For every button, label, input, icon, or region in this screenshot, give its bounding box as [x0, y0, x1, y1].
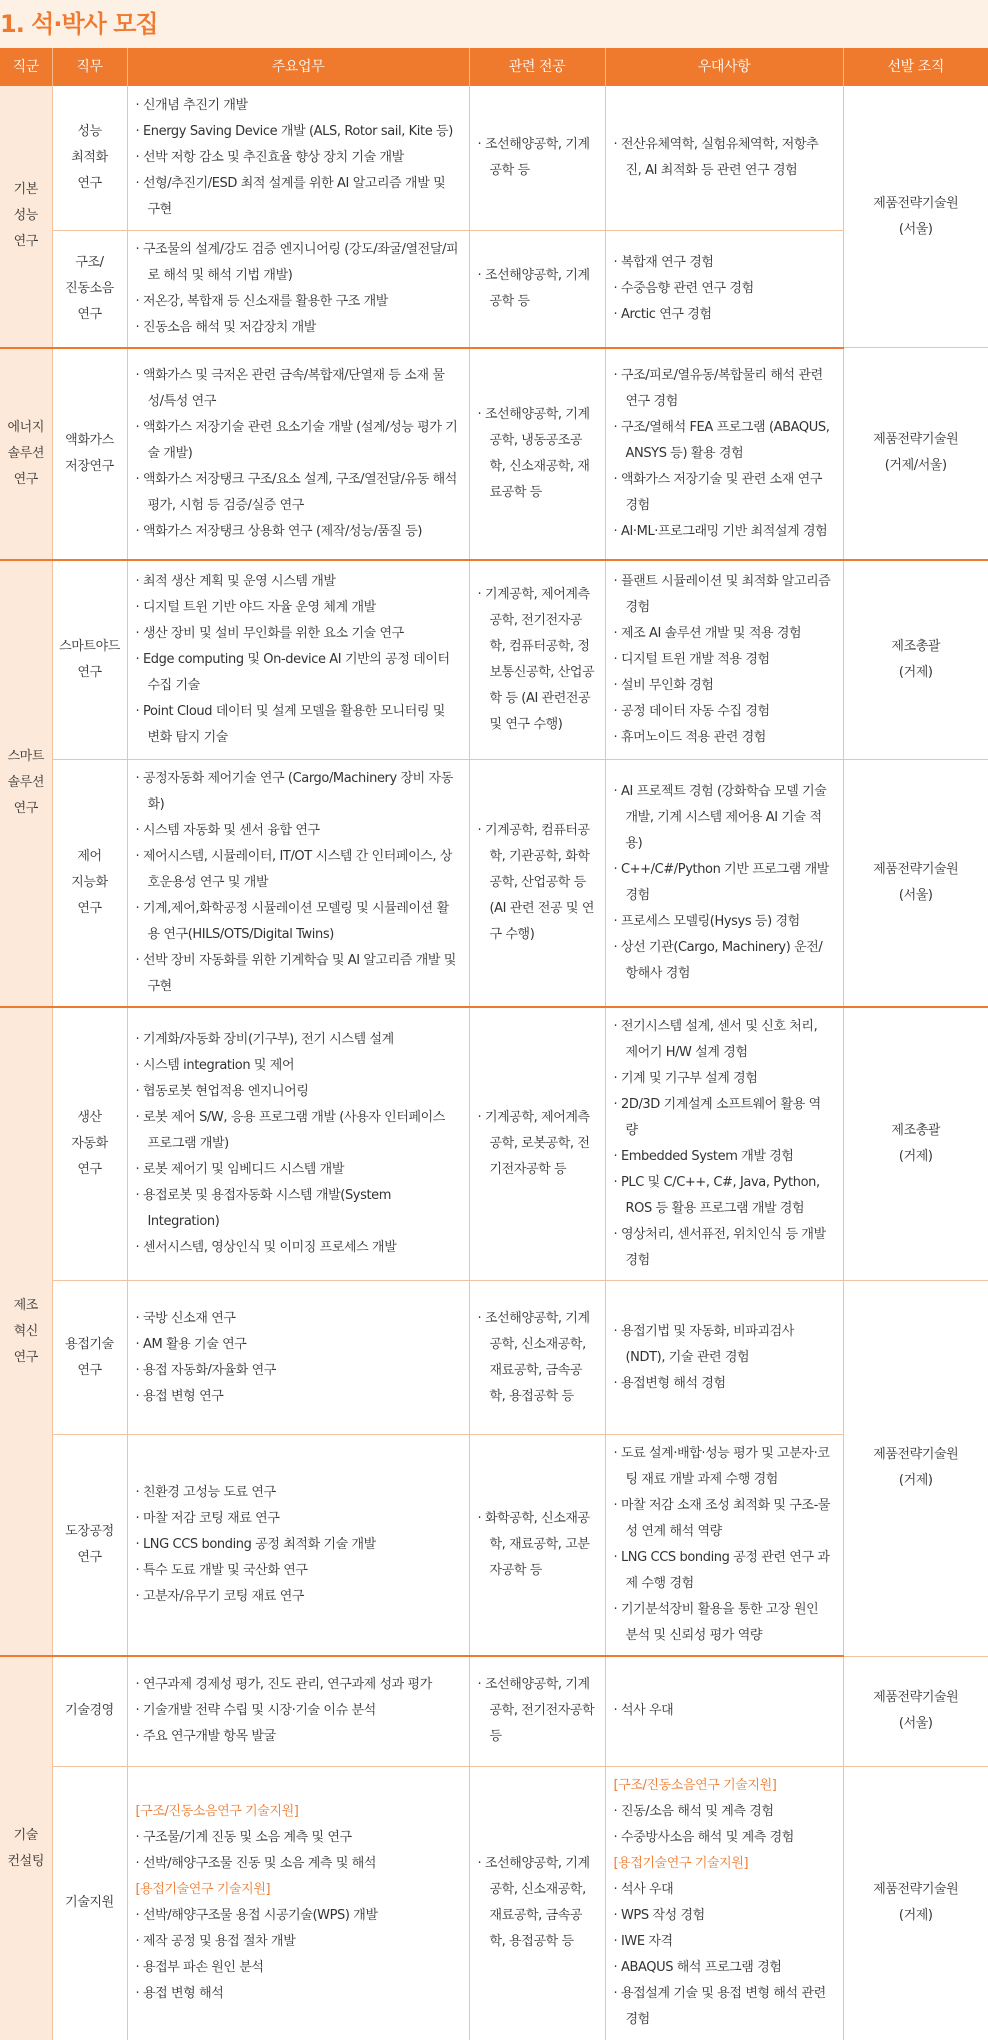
prefs-cell: · 전기시스템 설계, 센서 및 신호 처리, 제어기 H/W 설계 경험 · 기계 및 기구부 설계 경험 · 2D/3D 기계설계 소프트웨어 활용 역량 · Embedded System 개발 경험 · PLC 및 C/C++, C#, Java, Python, ROS 등 활용 프로그램 개발 경험 · 영상처리, 센서퓨전, 위치인식 등 개발 경험 — [605, 1007, 843, 1281]
org-cell: 제품전략기술원 (거제) — [843, 1766, 988, 2040]
table-row — [0, 348, 988, 560]
tasks-cell: · 구조물의 설계/강도 검증 엔지니어링 (강도/좌굴/열전달/피로 해석 및 해석 기법 개발) · 저온강, 복합재 등 신소재를 활용한 구조 개발 · 진동소음 해석 및 저감장치 개발 — [127, 230, 469, 348]
tasks-cell: · 연구과제 경제성 평가, 진도 관리, 연구과제 성과 평가 · 기술개발 전략 수립 및 시장·기술 이슈 분석 · 주요 연구개발 항목 발굴 — [127, 1656, 469, 1766]
org-cell: 제품전략기술원 (서울) — [843, 86, 988, 348]
prefs-cell: · 석사 우대 — [605, 1656, 843, 1766]
job-cell: 성능 최적화 연구 — [52, 86, 127, 230]
table-row — [0, 1656, 988, 1766]
table-row — [0, 560, 988, 760]
prefs-cell: · 도료 설계·배합·성능 평가 및 고분자·코팅 재료 개발 과제 수행 경험 · 마찰 저감 소재 조성 최적화 및 구조-물성 연계 해석 역량 · LNG CCS bonding 공정 관련 연구 과제 수행 경험 · 기기분석장비 활용을 통한 고장 원인 분석 및 신뢰성 평가 역량 — [605, 1435, 843, 1657]
org-cell: 제조총괄 (거제) — [843, 1007, 988, 1281]
table-row — [0, 760, 988, 1008]
tasks-cell: · 액화가스 및 극저온 관련 금속/복합재/단열재 등 소재 물성/특성 연구 · 액화가스 저장기술 관련 요소기술 개발 (설계/성능 평가 기술 개발) · 액화가스 저장탱크 구조/요소 설계, 구조/열전달/유동 해석 평가, 시험 등 검증/실증 연구 · 액화가스 저장탱크 상용화 연구 (제작/성능/품질 등) — [127, 348, 469, 560]
org-cell: 제품전략기술원 (거제) — [843, 1281, 988, 1657]
majors-cell: · 기계공학, 제어계측공학, 전기전자공학, 컴퓨터공학, 정보통신공학, 산업공학 등 (AI 관련전공 및 연구 수행) — [469, 560, 605, 760]
header-prefs: 우대사항 — [605, 48, 843, 86]
tasks-cell: · 공정자동화 제어기술 연구 (Cargo/Machinery 장비 자동화) · 시스템 자동화 및 센서 융합 연구 · 제어시스템, 시뮬레이터, IT/OT 시스템 간 인터페이스, 상호운용성 연구 및 개발 · 기계,제어,화학공정 시뮬레이션 모델링 및 시뮬레이션 활용 연구(HILS/OTS/Digital Twins) · 선박 장비 자동화를 위한 기계학습 및 AI 알고리즘 개발 및 구현 — [127, 760, 469, 1008]
table-row — [0, 1766, 988, 2040]
table-row — [0, 86, 988, 230]
category-cell: 스마트 솔루션 연구 — [0, 560, 52, 1008]
job-cell: 용접기술 연구 — [52, 1281, 127, 1435]
category-cell: 에너지 솔루션 연구 — [0, 348, 52, 560]
recruitment-table — [0, 48, 988, 2040]
table-row — [0, 1281, 988, 1435]
prefs-cell: · 구조/피로/열유동/복합물리 해석 관련 연구 경험 · 구조/열해석 FEA 프로그램 (ABAQUS, ANSYS 등) 활용 경험 · 액화가스 저장기술 및 관련 소재 연구 경험 · AI·ML·프로그래밍 기반 최적설계 경험 — [605, 348, 843, 560]
job-cell: 생산 자동화 연구 — [52, 1007, 127, 1281]
support-note: [용접기술연구 기술지원] — [613, 1856, 749, 1872]
tasks-cell: · 신개념 추진기 개발 · Energy Saving Device 개발 (ALS, Rotor sail, Kite 등) · 선박 저항 감소 및 추진효율 향상 장치 기술 개발 · 선형/추진기/ESD 최적 설계를 위한 AI 알고리즘 개발 및 구현 — [127, 86, 469, 230]
support-note: [용접기술연구 기술지원] — [135, 1882, 271, 1898]
table-row — [0, 1007, 988, 1281]
majors-cell: · 화학공학, 신소재공학, 재료공학, 고분자공학 등 — [469, 1435, 605, 1657]
section-title: 1. 석·박사 모집 — [0, 10, 158, 38]
table-row — [0, 230, 988, 348]
prefs-cell: · 플랜트 시뮬레이션 및 최적화 알고리즘 경험 · 제조 AI 솔루션 개발 및 적용 경험 · 디지털 트윈 개발 적용 경험 · 설비 무인화 경험 · 공정 데이터 자동 수집 경험 · 휴머노이드 적용 관련 경험 — [605, 560, 843, 760]
support-note: [구조/진동소음연구 기술지원] — [613, 1778, 777, 1794]
support-note: [구조/진동소음연구 기술지원] — [135, 1804, 299, 1820]
prefs-cell: · 복합재 연구 경험 · 수중음향 관련 연구 경험 · Arctic 연구 경험 — [605, 230, 843, 348]
tasks-cell: · 최적 생산 계획 및 운영 시스템 개발 · 디지털 트윈 기반 야드 자율 운영 체계 개발 · 생산 장비 및 설비 무인화를 위한 요소 기술 연구 · Edge computing 및 On-device AI 기반의 공정 데이터 수집 기술 · Point Cloud 데이터 및 설계 모델을 활용한 모니터링 및 변화 탐지 기술 — [127, 560, 469, 760]
job-cell: 액화가스 저장연구 — [52, 348, 127, 560]
job-cell: 스마트야드 연구 — [52, 560, 127, 760]
majors-cell: · 기계공학, 제어계측공학, 로봇공학, 전기전자공학 등 — [469, 1007, 605, 1281]
org-cell: 제품전략기술원 (서울) — [843, 1656, 988, 1766]
job-cell: 기술지원 — [52, 1766, 127, 2040]
prefs-cell: · AI 프로젝트 경험 (강화학습 모델 기술 개발, 기계 시스템 제어용 AI 기술 적용) · C++/C#/Python 기반 프로그램 개발 경험 · 프로세스 모델링(Hysys 등) 경험 · 상선 기관(Cargo, Machinery) 운전/항해사 경험 — [605, 760, 843, 1008]
majors-cell: · 조선해양공학, 기계공학, 전기전자공학 등 — [469, 1656, 605, 1766]
header-org: 선발 조직 — [843, 48, 988, 86]
prefs-cell: · 전산유체역학, 실험유체역학, 저항추진, AI 최적화 등 관련 연구 경험 — [605, 86, 843, 230]
majors-cell: · 조선해양공학, 기계공학, 신소재공학, 재료공학, 금속공학, 용접공학 등 — [469, 1281, 605, 1435]
majors-cell: · 조선해양공학, 기계공학, 신소재공학, 재료공학, 금속공학, 용접공학 등 — [469, 1766, 605, 2040]
header-majors: 관련 전공 — [469, 48, 605, 86]
job-cell: 기술경영 — [52, 1656, 127, 1766]
header-job: 직무 — [52, 48, 127, 86]
tasks-cell: · 기계화/자동화 장비(기구부), 전기 시스템 설계 · 시스템 integration 및 제어 · 협동로봇 현업적용 엔지니어링 · 로봇 제어 S/W, 응용 프로그램 개발 (사용자 인터페이스 프로그램 개발) · 로봇 제어기 및 임베디드 시스템 개발 · 용접로봇 및 용접자동화 시스템 개발(System Integration) · 센서시스템, 영상인식 및 이미징 프로세스 개발 — [127, 1007, 469, 1281]
header-category: 직군 — [0, 48, 52, 86]
job-cell: 도장공정 연구 — [52, 1435, 127, 1657]
job-cell: 구조/ 진동소음 연구 — [52, 230, 127, 348]
prefs-cell: · 용접기법 및 자동화, 비파괴검사(NDT), 기술 관련 경험 · 용접변형 해석 경험 — [605, 1281, 843, 1435]
tasks-cell: [구조/진동소음연구 기술지원] · 구조물/기계 진동 및 소음 계측 및 연구 · 선박/해양구조물 진동 및 소음 계측 및 해석 [용접기술연구 기술지원] · 선박/해양구조물 용접 시공기술(WPS) 개발 · 제작 공정 및 용접 절차 개발 · 용접부 파손 원인 분석 · 용접 변형 해석 — [127, 1766, 469, 2040]
tasks-cell: · 국방 신소재 연구 · AM 활용 기술 연구 · 용접 자동화/자율화 연구 · 용접 변형 연구 — [127, 1281, 469, 1435]
category-cell: 기술 컨설팅 — [0, 1656, 52, 2040]
job-cell: 제어 지능화 연구 — [52, 760, 127, 1008]
header-tasks: 주요업무 — [127, 48, 469, 86]
majors-cell: · 조선해양공학, 기계공학 등 — [469, 86, 605, 230]
category-cell: 기본 성능 연구 — [0, 86, 52, 348]
majors-cell: · 조선해양공학, 기계공학, 냉동공조공학, 신소재공학, 재료공학 등 — [469, 348, 605, 560]
category-cell: 제조 혁신 연구 — [0, 1007, 52, 1656]
table-row — [0, 1435, 988, 1657]
prefs-cell: [구조/진동소음연구 기술지원] · 진동/소음 해석 및 계측 경험 · 수중방사소음 해석 및 계측 경험 [용접기술연구 기술지원] · 석사 우대 · WPS 작성 경험 · IWE 자격 · ABAQUS 해석 프로그램 경험 · 용접설계 기술 및 용접 변형 해석 관련 경험 — [605, 1766, 843, 2040]
org-cell: 제품전략기술원 (서울) — [843, 760, 988, 1008]
majors-cell: · 조선해양공학, 기계공학 등 — [469, 230, 605, 348]
majors-cell: · 기계공학, 컴퓨터공학, 기관공학, 화학공학, 산업공학 등 (AI 관련 전공 및 연구 수행) — [469, 760, 605, 1008]
table-header-row — [0, 48, 988, 86]
tasks-cell: · 친환경 고성능 도료 연구 · 마찰 저감 코팅 재료 연구 · LNG CCS bonding 공정 최적화 기술 개발 · 특수 도료 개발 및 국산화 연구 · 고분자/유무기 코팅 재료 연구 — [127, 1435, 469, 1657]
org-cell: 제품전략기술원 (거제/서울) — [843, 348, 988, 560]
org-cell: 제조총괄 (거제) — [843, 560, 988, 760]
